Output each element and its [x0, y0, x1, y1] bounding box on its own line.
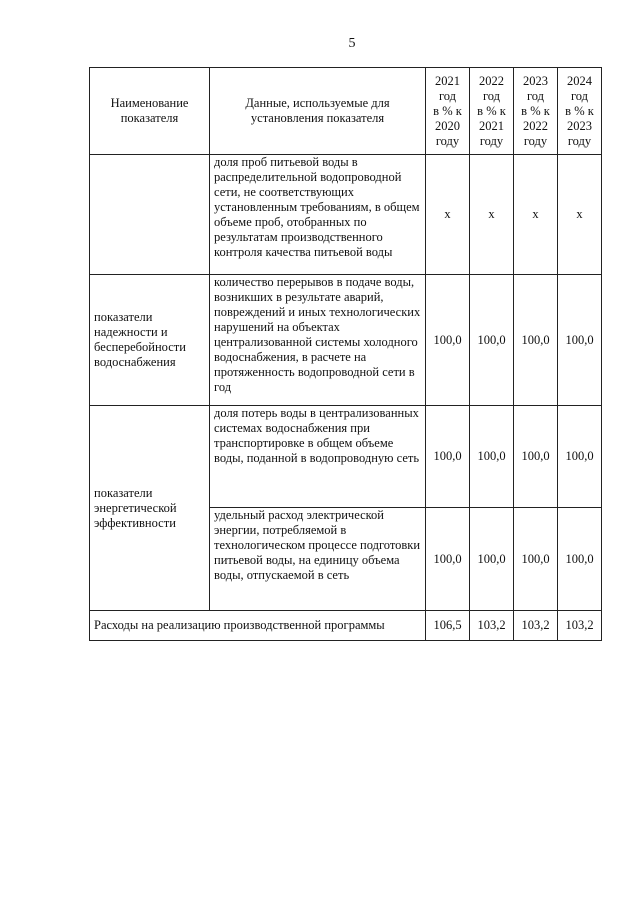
header-year-2023: 2023 год в % к 2022 году — [514, 68, 558, 155]
indicator-data-cell: удельный расход электрической энергии, потребляемой в технологическом процессе подготовки питьевой воды, на единицу объема воды, отпускаемой в сеть — [210, 508, 426, 611]
header-indicator-name: Наименование показателя — [90, 68, 210, 155]
value-cell: х — [470, 155, 514, 275]
table-row — [90, 155, 602, 275]
page-number: 5 — [348, 36, 356, 51]
value-cell: 100,0 — [426, 275, 470, 406]
table-row — [90, 406, 602, 508]
total-value-cell: 103,2 — [470, 611, 514, 641]
header-year-2021: 2021 год в % к 2020 году — [426, 68, 470, 155]
indicator-data-cell: доля проб питьевой воды в распределительной водопроводной сети, не соответствующих установленным требованиям, в общем объеме проб, отобранных по результатам производственного контроля качества питьевой воды — [210, 155, 426, 275]
header-data-used: Данные, используемые для установления показателя — [210, 68, 426, 155]
total-value-cell: 103,2 — [558, 611, 602, 641]
table-row — [90, 275, 602, 406]
value-cell: х — [558, 155, 602, 275]
value-cell: 100,0 — [470, 406, 514, 508]
header-year-2024: 2024 год в % к 2023 году — [558, 68, 602, 155]
header-year-2022: 2022 год в % к 2021 году — [470, 68, 514, 155]
value-cell: х — [426, 155, 470, 275]
value-cell: 100,0 — [514, 508, 558, 611]
total-value-cell: 106,5 — [426, 611, 470, 641]
table-header-row — [90, 68, 602, 155]
indicator-data-cell: доля потерь воды в централизованных системах водоснабжения при транспортировке в общем объеме воды, поданной в водопроводную сеть — [210, 406, 426, 508]
indicator-data-cell: количество перерывов в подаче воды, возникших в результате аварий, повреждений и иных технологических нарушений на объектах централизованной системы холодного водоснабжения, в расчете на протяженность водопроводной сети в год — [210, 275, 426, 406]
value-cell: 100,0 — [426, 406, 470, 508]
total-label: Расходы на реализацию производственной программы — [90, 611, 426, 641]
value-cell: 100,0 — [426, 508, 470, 611]
value-cell: 100,0 — [558, 275, 602, 406]
value-cell: 100,0 — [558, 508, 602, 611]
value-cell: 100,0 — [558, 406, 602, 508]
value-cell: 100,0 — [514, 275, 558, 406]
value-cell: 100,0 — [470, 508, 514, 611]
total-row — [90, 611, 602, 641]
total-value-cell: 103,2 — [514, 611, 558, 641]
value-cell: х — [514, 155, 558, 275]
value-cell: 100,0 — [470, 275, 514, 406]
indicator-group-cell: показатели энергетической эффективности — [90, 406, 210, 611]
indicators-table — [89, 67, 602, 641]
value-cell: 100,0 — [514, 406, 558, 508]
indicator-group-cell: показатели надежности и бесперебойности водоснабжения — [90, 275, 210, 406]
indicator-group-cell — [90, 155, 210, 275]
